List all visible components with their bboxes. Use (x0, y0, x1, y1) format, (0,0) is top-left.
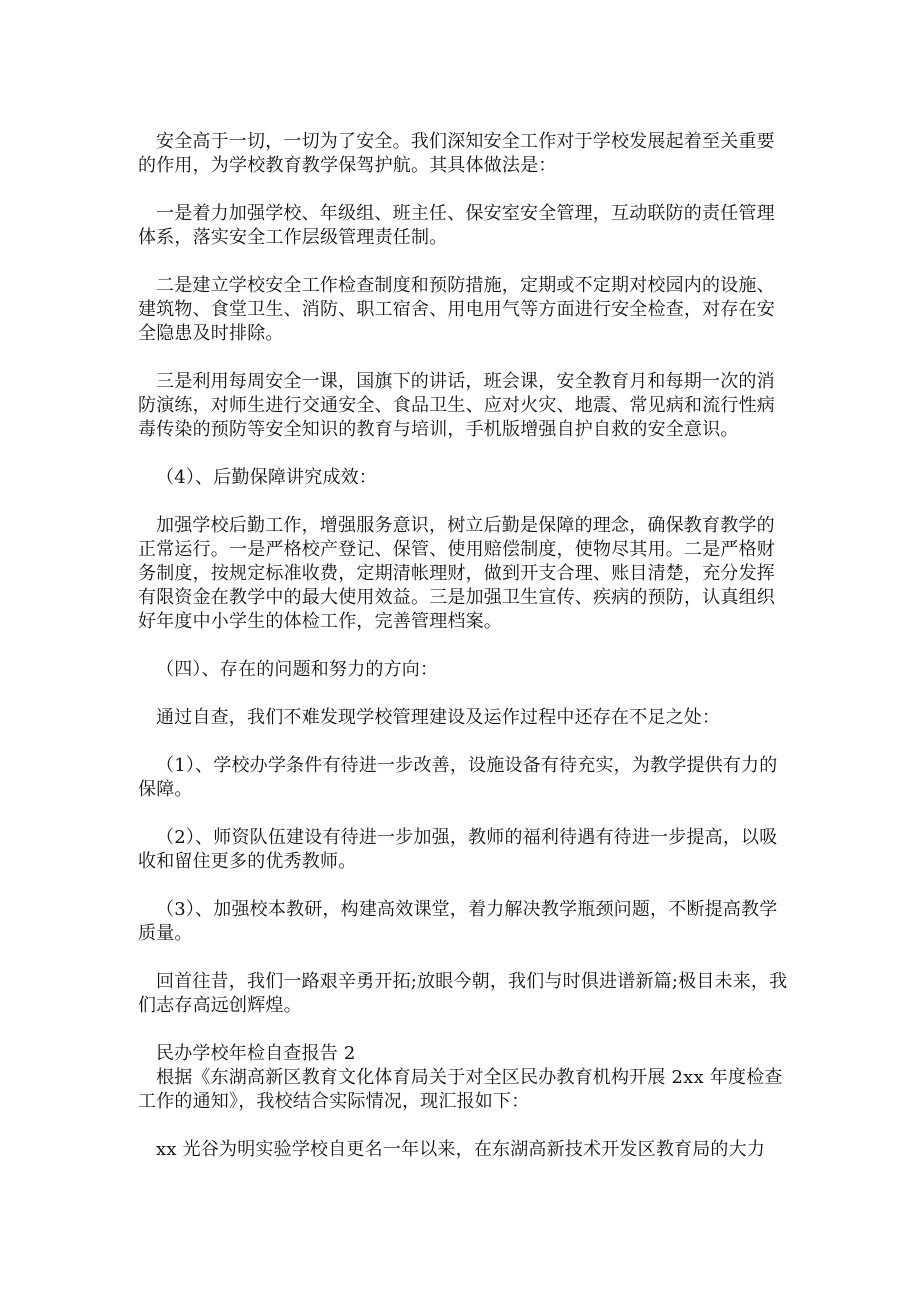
paragraph-gap (138, 346, 788, 370)
paragraph-school-intro: xx 光谷为明实验学校自更名一年以来，在东湖高新技术开发区教育局的大力 (156, 1139, 766, 1160)
paragraph-gap (138, 178, 788, 202)
section-heading-logistics: （4）、后勤保障讲究成效： (156, 467, 378, 488)
paragraph-conclusion: 回首往昔，我们一路艰辛勇开拓;放眼今朝，我们与时俱进谱新篇;极目未来，我们志存高远创辉煌。 (138, 971, 788, 1016)
section-heading-problems: （四）、存在的问题和努力的方向： (156, 659, 439, 680)
paragraph-gap (138, 634, 788, 658)
paragraph-gap (138, 1114, 788, 1138)
paragraph-safety-intro: 安全高于一切，一切为了安全。我们深知安全工作对于学校发展起着至关重要的作用，为学校教育教学保驾护航。其具体做法是： (138, 131, 775, 176)
paragraph-self-check: 通过自查，我们不难发现学校管理建设及运作过程中还存在不足之处： (156, 707, 721, 728)
paragraph-problem-two: （2）、师资队伍建设有待进一步加强，教师的福利待遇有待进一步提高，以吸收和留住更多的优秀教师。 (138, 827, 778, 872)
paragraph-logistics: 加强学校后勤工作，增强服务意识，树立后勤是保障的理念，确保教育教学的正常运行。一是严格校产登记、保管、使用赔偿制度，使物尽其用。二是严格财务制度，按规定标准收费，定期清帐理财，做到开支合理、账目清楚，充分发挥有限资金在教学中的最大使用效益。三是加强卫生宣传、疾病的预防，认真组织好年度中小学生的体检工作，完善管理档案。 (138, 515, 775, 632)
paragraph-gap (138, 490, 788, 514)
paragraph-gap (138, 946, 788, 970)
paragraph-gap (138, 730, 788, 754)
document-page (138, 130, 788, 1162)
paragraph-safety-two: 二是建立学校安全工作检查制度和预防措施，定期或不定期对校园内的设施、建筑物、食堂卫生、消防、职工宿舍、用电用气等方面进行安全检查，对存在安全隐患及时排除。 (138, 275, 775, 344)
paragraph-gap (138, 250, 788, 274)
paragraph-problem-three: （3）、加强校本教研，构建高效课堂，着力解决教学瓶颈问题，不断提高教学质量。 (138, 899, 778, 944)
paragraph-safety-three: 三是利用每周安全一课，国旗下的讲话，班会课，安全教育月和每期一次的消防演练，对师生进行交通安全、食品卫生、应对火灾、地震、常见病和流行性病毒传染的预防等安全知识的教育与培训，手机版增强自护自救的安全意识。 (138, 371, 775, 440)
report-title: 民办学校年检自查报告 2 (156, 1043, 356, 1064)
paragraph-notice: 根据《东湖高新区教育文化体育局关于对全区民办教育机构开展 2xx 年度检查工作的通知》，我校结合实际情况，现汇报如下： (138, 1067, 783, 1112)
paragraph-gap (138, 1018, 788, 1042)
paragraph-gap (138, 682, 788, 706)
paragraph-safety-one: 一是着力加强学校、年级组、班主任、保安室安全管理，互动联防的责任管理体系，落实安全工作层级管理责任制。 (138, 203, 775, 248)
paragraph-gap (138, 802, 788, 826)
paragraph-gap (138, 874, 788, 898)
paragraph-gap (138, 442, 788, 466)
paragraph-problem-one: （1）、学校办学条件有待进一步改善，设施设备有待充实，为教学提供有力的保障。 (138, 755, 778, 800)
